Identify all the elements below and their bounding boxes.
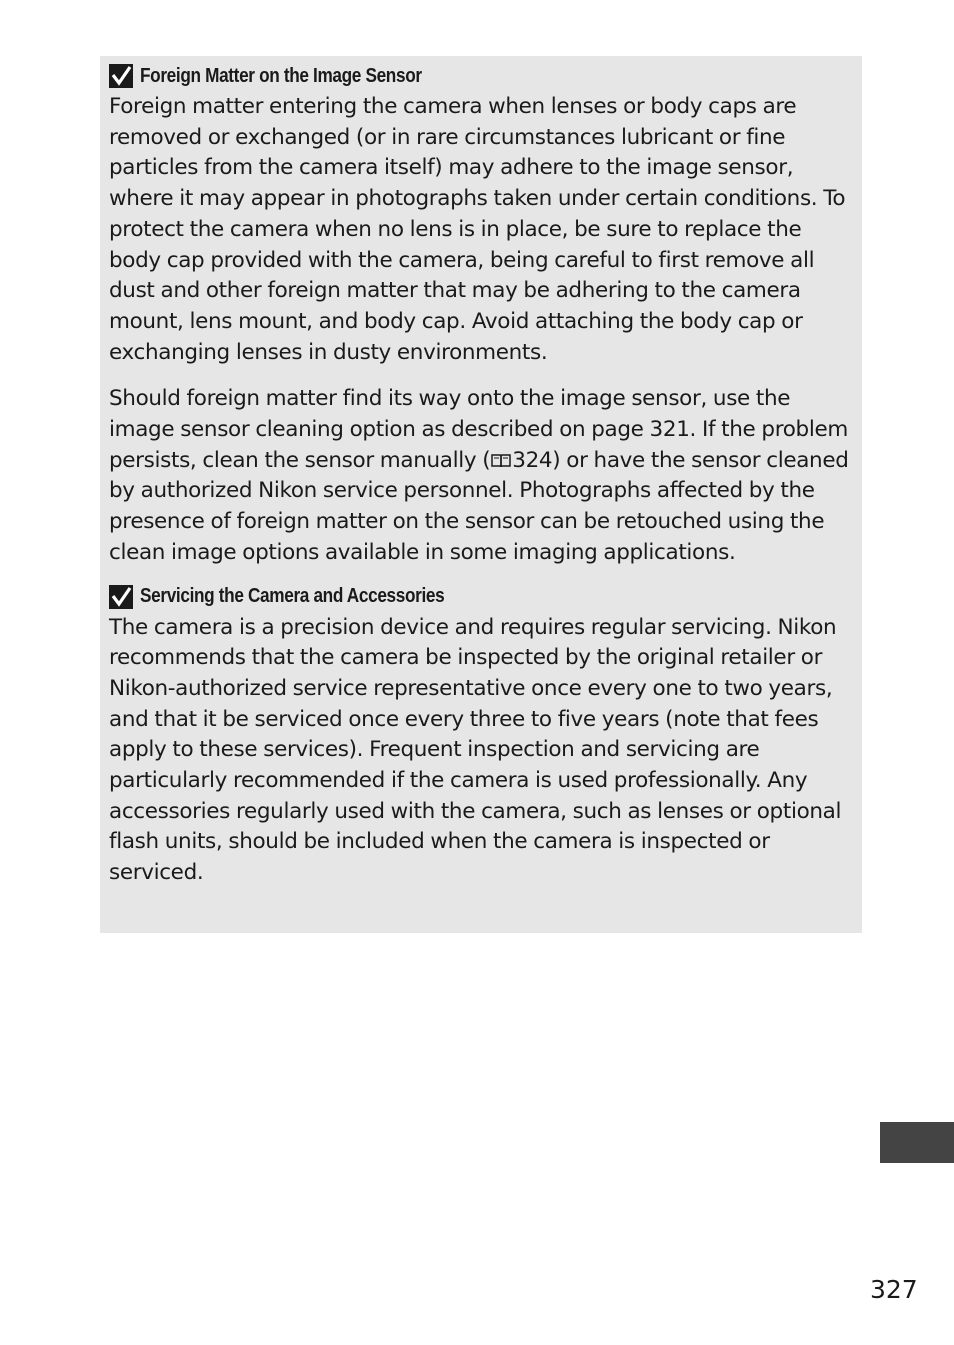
page-number: 327 <box>870 1275 918 1304</box>
section-title: Foreign Matter on the Image Sensor <box>140 64 422 87</box>
section-heading-servicing <box>109 581 850 613</box>
check-icon <box>109 64 133 88</box>
reference-page-link[interactable]: 324 <box>512 447 553 473</box>
chapter-tab <box>880 1122 954 1163</box>
paragraph-text: ) or have the sensor cleaned by authorized Nikon service personnel. Photographs affected by the presence of foreign matter on the sensor can be retouched using the clean image options available in some imaging applications. <box>109 447 849 565</box>
paragraph: Foreign matter entering the camera when lenses or body caps are removed or exchanged (or in rare circumstances lubricant or fine particles from the camera itself) may adhere to the image sensor, where it may appear in photographs taken under certain conditions. To protect the camera when no lens is in place, be sure to replace the body cap provided with the camera, being careful to first remove all dust and other foreign matter that may be adhering to the camera mount, lens mount, and body cap. Avoid attaching the body cap or exchanging lenses in dusty environments. <box>109 94 846 365</box>
paragraph-with-reference <box>109 384 850 568</box>
notes-box <box>100 56 862 933</box>
paragraph-text: Should foreign matter find its way onto the image sensor, use the image sensor cleaning option as described on page 321. If the problem persists, clean the sensor manually ( <box>109 386 848 473</box>
check-icon <box>109 585 133 609</box>
book-icon <box>490 453 512 469</box>
paragraph: The camera is a precision device and requires regular servicing. Nikon recommends that the camera be inspected by the original retailer or Nikon-authorized service representative once every one to two years, and that it be serviced once every three to five years (note that fees apply to these services). Frequent inspection and servicing are particularly recommended if the camera is used professionally. Any accessories regularly used with the camera, such as lenses or optional flash units, should be included when the camera is inspected or serviced. <box>109 614 842 886</box>
section-title: Servicing the Camera and Accessories <box>140 585 445 608</box>
section-heading-foreign-matter <box>109 60 850 92</box>
